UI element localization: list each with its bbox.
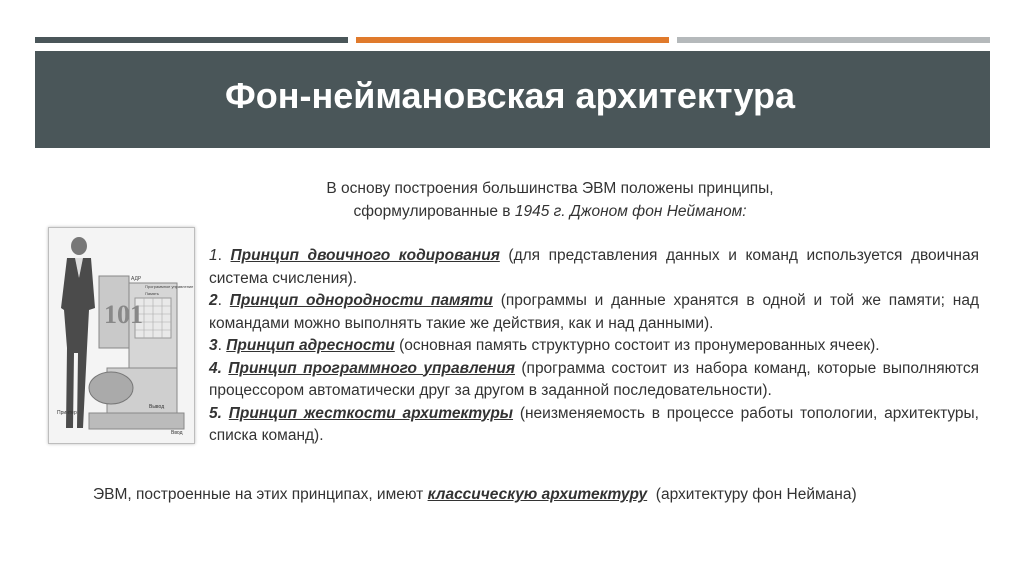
- principle-4: [209, 358, 979, 403]
- principle-name: Принцип программного управления: [228, 359, 515, 377]
- label-prog: Программное управление: [145, 284, 194, 289]
- principle-number: 3: [209, 337, 218, 354]
- von-neumann-figure-image: [49, 228, 194, 443]
- principle-name: Принцип однородности памяти: [229, 292, 493, 309]
- top-bar-dark: [35, 37, 348, 43]
- principle-desc: (неизменяемость в процессе работы топологии, архитектуры, списка команд).: [209, 404, 979, 444]
- conclusion-prefix: ЭВМ, построенные на этих принципах, имеют: [93, 486, 428, 503]
- slide-title: Фон-неймановская архитектура: [225, 75, 796, 116]
- computer-cabinets: [89, 276, 184, 429]
- principle-number: 4.: [209, 359, 222, 377]
- principle-name: Принцип адресности: [226, 337, 395, 354]
- intro-line-2-plain: сформулированные в: [353, 203, 515, 220]
- label-input: Ввод: [171, 430, 183, 436]
- von-neumann-illustration: [48, 227, 195, 444]
- person-figure: [61, 237, 95, 428]
- intro-line-1: В основу построения большинства ЭВМ положены принципы,: [326, 180, 774, 197]
- principle-2: 2. Принцип однородности памяти (программы и данные хранятся в одной и той же памяти; над командами можно выполнять такие же действия, как и над данными).: [209, 292, 979, 332]
- principle-3: 3. Принцип адресности (основная память структурно состоит из пронумерованных ячеек).: [209, 337, 880, 354]
- intro-text: [300, 177, 800, 223]
- intro-line-2: [300, 200, 800, 223]
- principle-desc: (программа состоит из набора команд, которые выполняются процессором автоматически друг за другом в заданной последовательности).: [209, 359, 980, 399]
- principle-desc: (основная память структурно состоит из пронумерованных ячеек).: [394, 337, 880, 354]
- conclusion-key: классическую архитектуру: [427, 486, 648, 503]
- principle-5: [209, 403, 979, 448]
- brain-shape: [89, 372, 133, 404]
- principle-name: Принцип жесткости архитектуры: [228, 404, 514, 422]
- top-bar-orange: [356, 37, 669, 43]
- label-output: Вывод: [149, 404, 165, 410]
- title-band: [35, 51, 990, 148]
- principles-list: [209, 245, 979, 448]
- principle-desc: (программы и данные хранятся в одной и той же памяти; над командами можно выполнять такие же действия, как и над данными).: [209, 292, 979, 332]
- intro-line-2-italic: 1945 г. Джоном фон Нейманом:: [514, 203, 747, 220]
- principle-name: Принцип двоичного кодирования: [230, 247, 500, 264]
- conclusion-text: [93, 486, 993, 504]
- illustration-digits: 101: [104, 300, 143, 329]
- label-adr: АДР: [131, 276, 142, 282]
- conclusion-suffix: (архитектуру фон Неймана): [647, 486, 857, 503]
- principle-number: 2: [209, 292, 218, 309]
- principle-1: 1. Принцип двоичного кодирования (для представления данных и команд используется двоичная система счисления).: [209, 247, 979, 287]
- principle-number: 5.: [209, 404, 222, 422]
- label-memory: Память: [145, 291, 159, 296]
- principle-number: 1: [209, 247, 218, 264]
- principle-desc: (для представления данных и команд используется двоичная система счисления).: [209, 247, 979, 287]
- top-bar-grey: [677, 37, 990, 43]
- label-printer: Принтер: [57, 410, 77, 416]
